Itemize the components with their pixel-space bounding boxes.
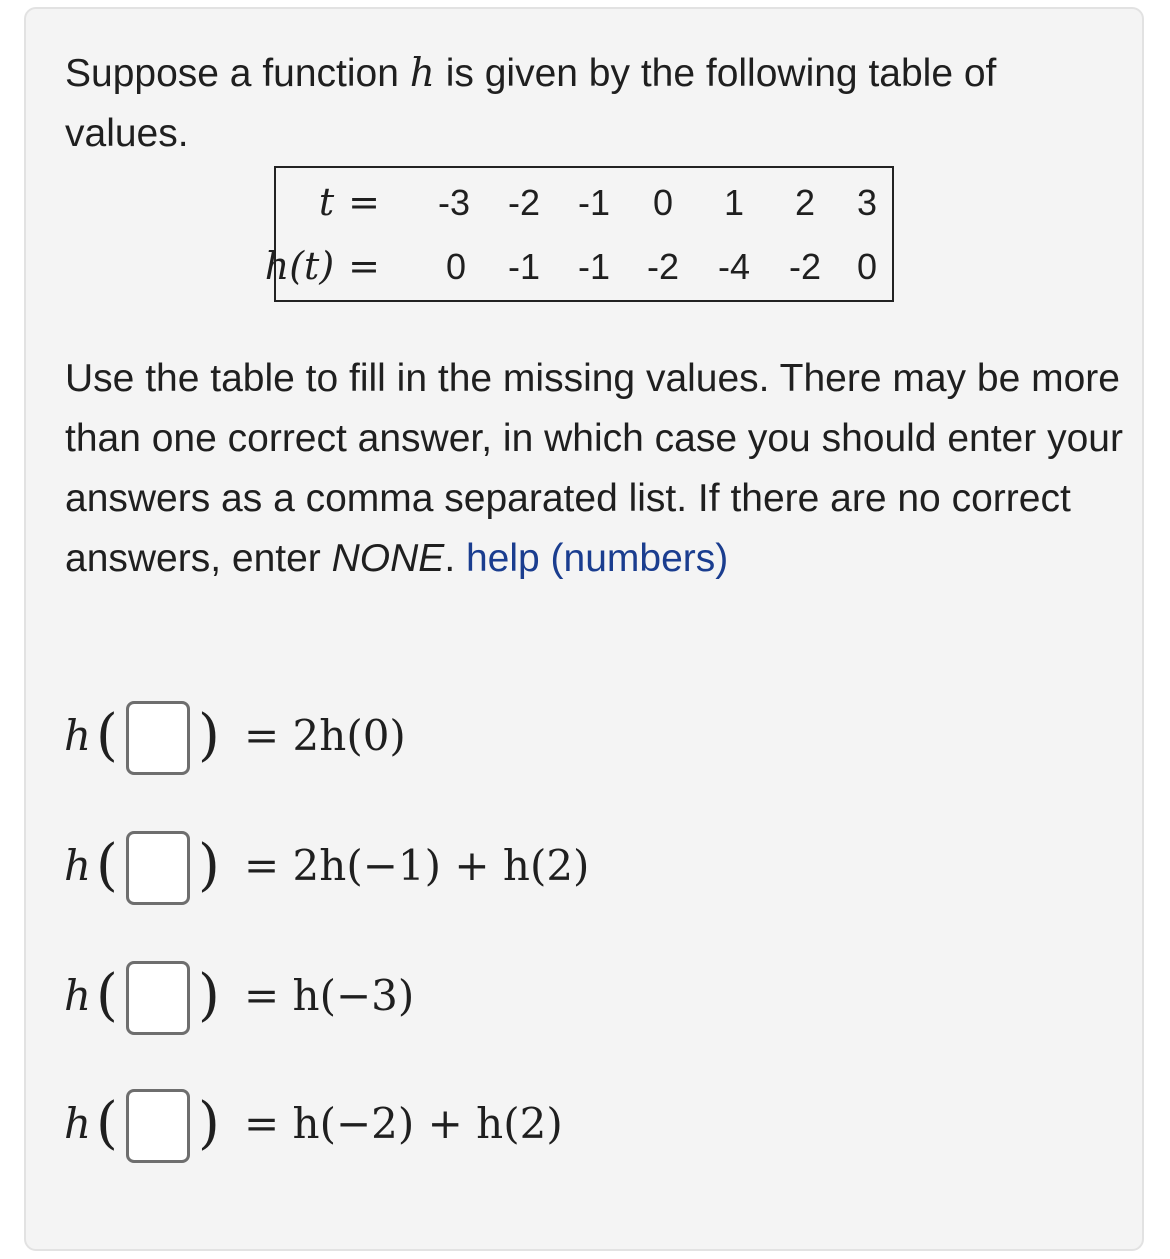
t-value-cell: 0 [652,182,674,223]
t-value-cell: -3 [437,182,470,223]
equation-rhs: = h(−3) [244,971,415,1020]
equation-rhs: = h(−2) + h(2) [244,1099,563,1148]
t-value-cell: -2 [507,182,540,223]
intro-text: Suppose a function [65,52,410,95]
open-paren: ( [96,963,118,1028]
h-value-cell: -4 [717,246,750,287]
h-value-cell: -1 [507,246,540,287]
answer-input[interactable] [126,961,190,1035]
open-paren: ( [96,1091,118,1156]
close-paren: ) [198,703,220,768]
equation-rhs: = 2h(−1) + h(2) [244,841,590,890]
answer-input[interactable] [126,831,190,905]
help-numbers-link[interactable]: help (numbers) [465,537,729,580]
h-value-cell: 0 [856,246,878,287]
instructions-text: Use the table to fill in the missing values. There may be more than one correct answer, in which case you should enter your answers as a comma separated list. If there are no correct answers, enter [65,357,1123,580]
h-row-label: h(t) = [264,244,380,288]
h-value-cell: 0 [445,246,467,287]
h-value-cell: -1 [577,246,610,287]
open-paren: ( [96,703,118,768]
t-value-cell: 3 [856,182,878,223]
answer-input[interactable] [126,1089,190,1163]
instructions [65,349,1125,589]
instructions-period: . [444,537,466,580]
t-value-cell: 2 [794,182,816,223]
equation-rhs: = 2h(0) [244,711,406,760]
value-table [264,166,894,302]
close-paren: ) [198,1091,220,1156]
answer-input[interactable] [126,701,190,775]
close-paren: ) [198,833,220,898]
t-value-cell: 1 [723,182,745,223]
h-value-cell: -2 [788,246,821,287]
intro-text-end: is given by the following table of values. [65,52,997,155]
function-name: h [64,711,92,760]
function-name: h [64,1099,92,1148]
none-keyword: NONE [331,537,445,580]
open-paren: ( [96,833,118,898]
question-card [24,7,1144,1251]
function-variable: h [409,51,435,96]
h-value-cell: -2 [646,246,679,287]
t-row-label: t = [318,180,380,224]
close-paren: ) [198,963,220,1028]
t-value-cell: -1 [577,182,610,223]
function-name: h [64,971,92,1020]
function-name: h [64,841,92,890]
problem-intro [65,44,1125,164]
